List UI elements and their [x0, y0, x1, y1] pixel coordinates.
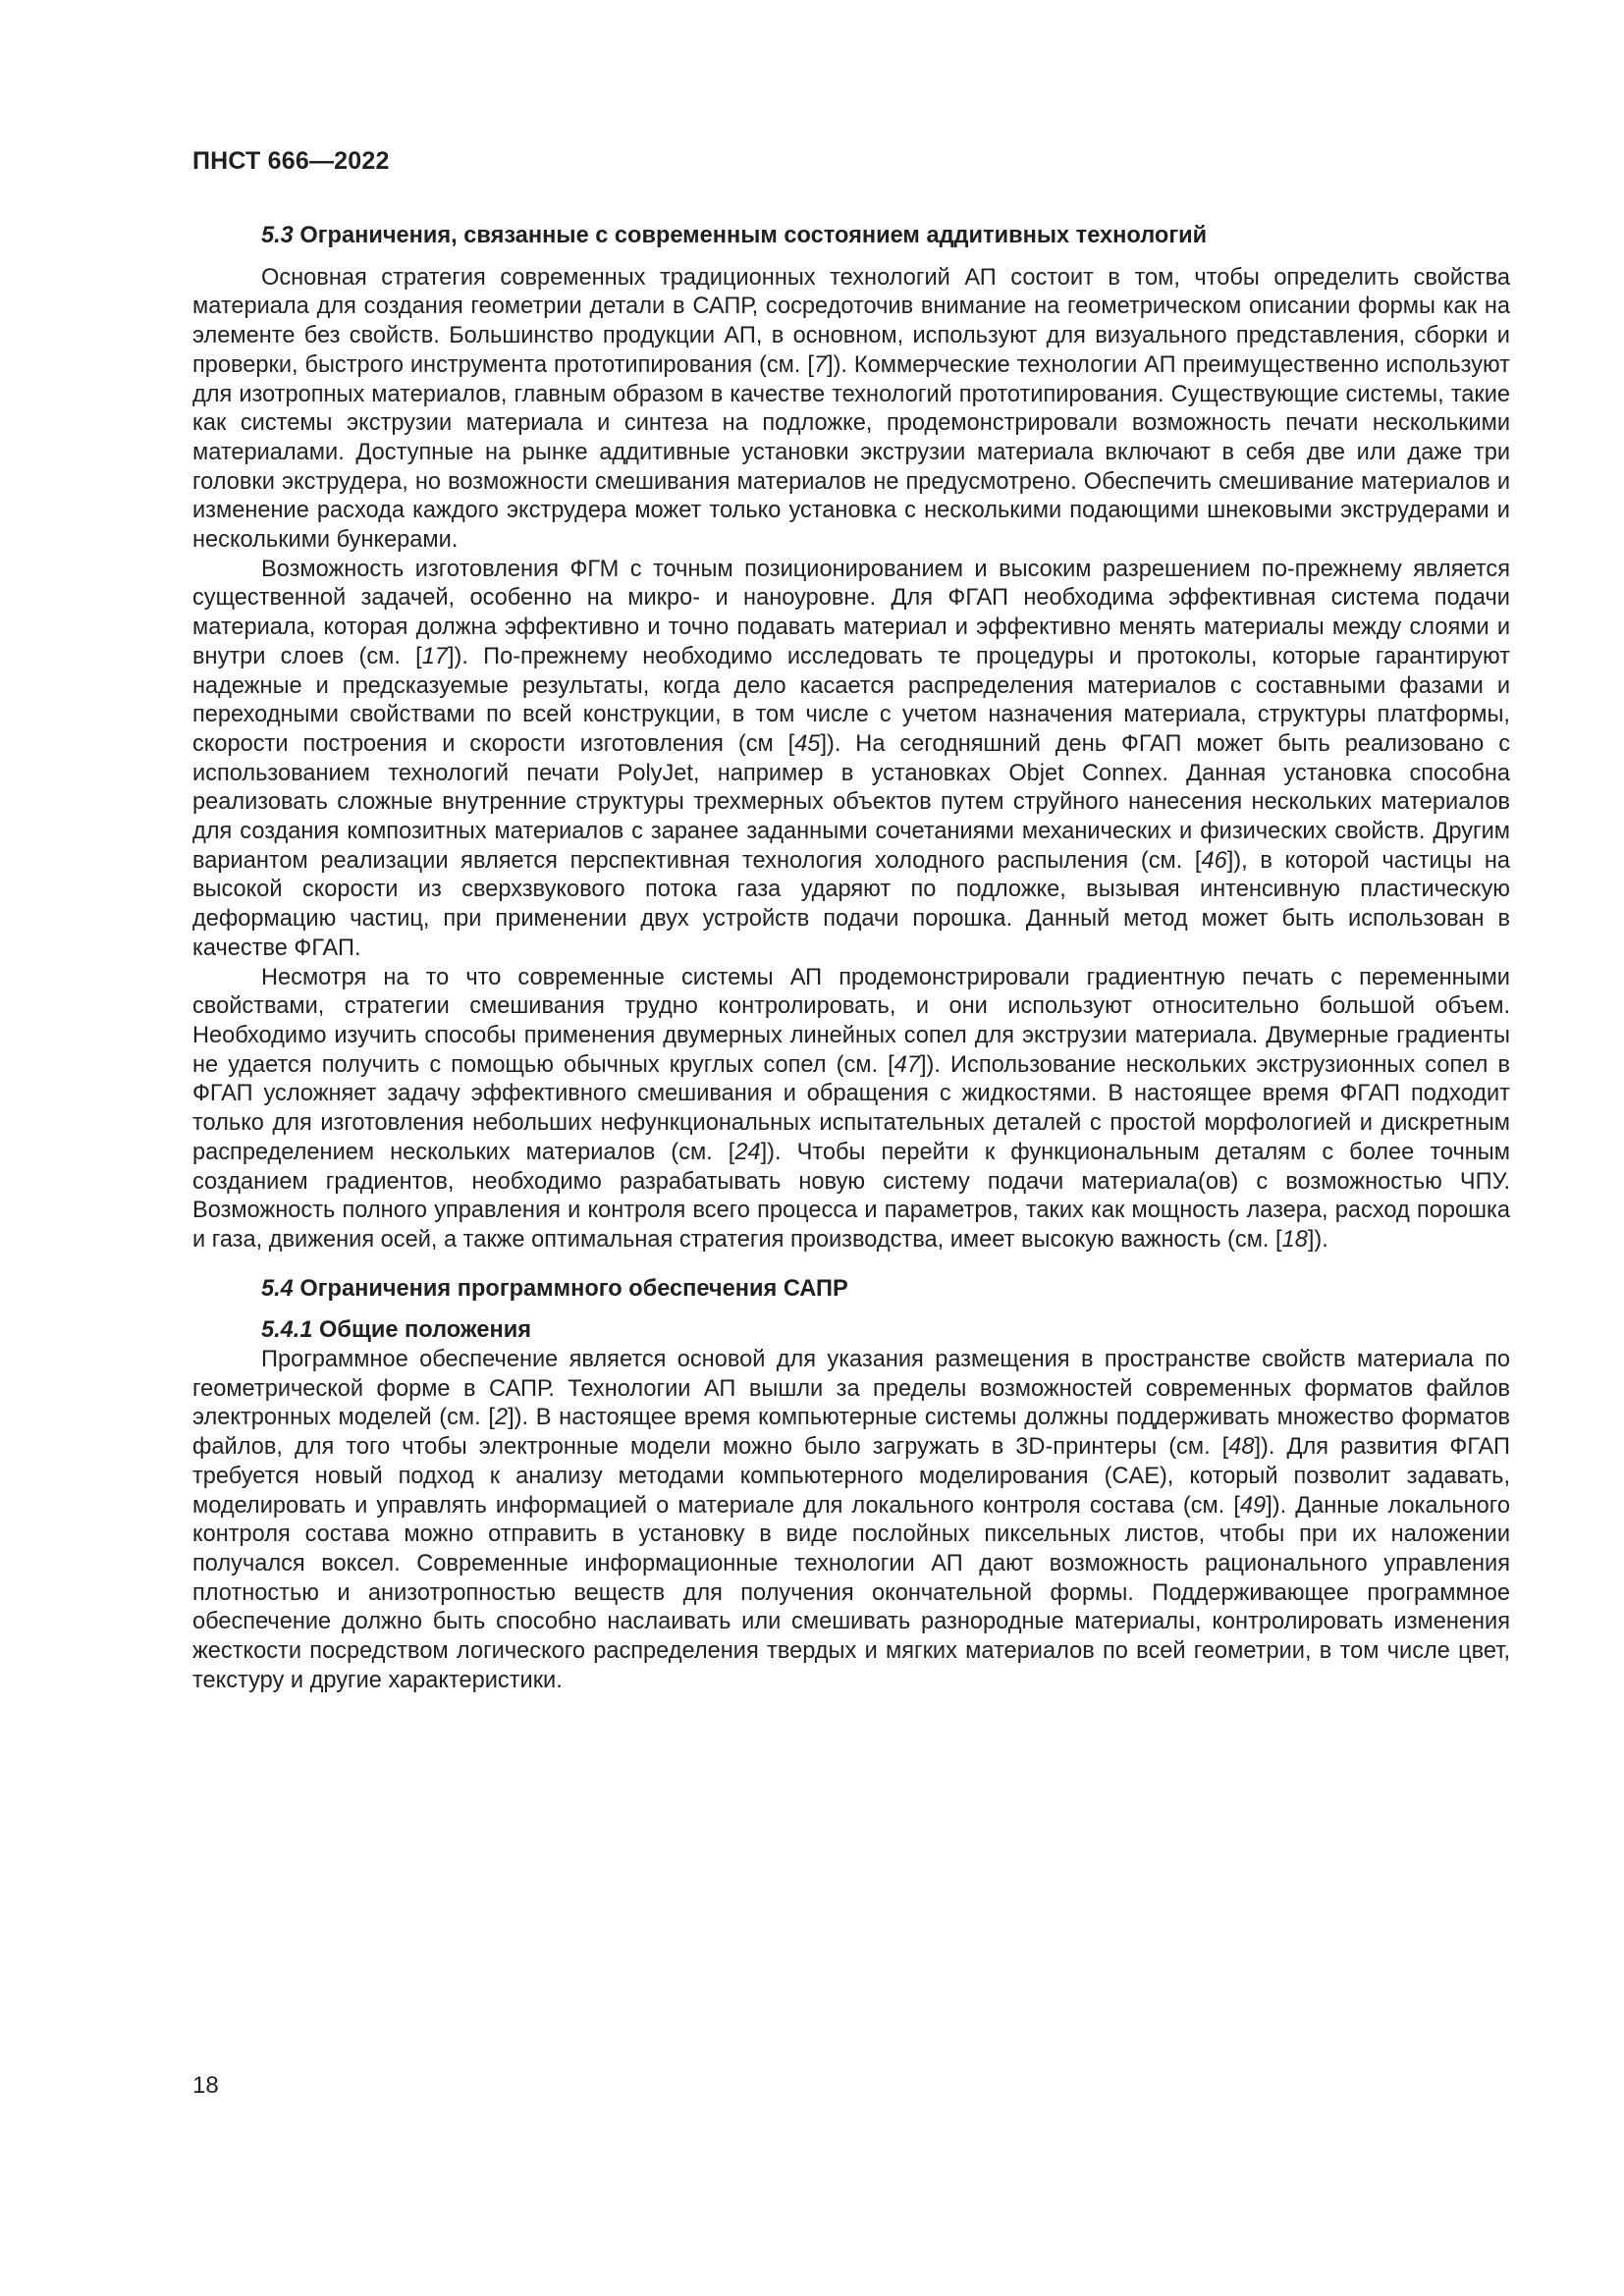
section-title: Общие положения — [319, 1317, 531, 1344]
reference-number: 48 — [1228, 1434, 1255, 1461]
reference-number: 49 — [1239, 1492, 1267, 1519]
paragraph-text: ]). Чтобы перейти к функциональным деталям с более точным созданием градиентов, необходимо разрабатывать новую систему подачи материала(ов) с возможностью ЧПУ. Возможность полного управления и контроля всего процесса и параметров, таких как мощность лазера, расход порошка и газа, движения осей, а также оптимальная стратегия производства, имеет высокую важность (см. [ — [192, 1139, 1510, 1253]
section-heading-5-4-1 — [192, 1316, 1510, 1346]
reference-number: 17 — [421, 643, 448, 669]
section-heading-5-3 — [192, 222, 1510, 251]
reference-number: 46 — [1201, 847, 1227, 874]
paragraph-text: ]). На сегодняшний день ФГАП может быть реализовано с использованием технологий печати PolyJet, например в установках Objet Connex. Данная установка способна реализовать сложные внутренние структуры трехмерных объектов путем струйного нанесения нескольких материалов для создания композитных материалов с заранее заданными сочетаниями механических и физических свойств. Другим вариантом реализации является перспективная технология холодного распыления (см. [ — [192, 730, 1510, 874]
paragraph-text: ]). Коммерческие технологии АП преимущественно используют для изотропных материалов, главным образом в качестве технологий прототипирования. Существующие системы, такие как системы экструзии материала и синтеза на подложке, продемонстрировали возможность печати несколькими материалами. Доступные на рынке аддитивные установки экструзии материала включают в себя две или даже три головки экструдера, но возможности смешивания материалов не предусмотрено. Обеспечить смешивание материалов и изменение расхода каждого экструдера может только установка с несколькими подающими шнековыми экструдерами и несколькими бункерами. — [192, 351, 1510, 554]
reference-number: 24 — [734, 1139, 761, 1165]
document-body — [192, 222, 1510, 1695]
section-number: 5.4.1 — [261, 1317, 313, 1344]
paragraph-text: Основная стратегия современных традиционных технологий АП состоит в том, чтобы определить свойства материала для создания геометрии детали в САПР, сосредоточив внимание на геометрическом описании формы как на элементе без свойств. Большинство продукции АП, в основном, используют для визуального представления, сборки и проверки, быстрого инструмента прототипирования (см. [ — [192, 264, 1510, 378]
reference-number: 18 — [1281, 1226, 1308, 1253]
paragraph-text: ]). Для развития ФГАП требуется новый подход к анализу методами компьютерного моделирования (CAE), который позволит задавать, моделировать и управлять информацией о материале для локального контроля состава (см. [ — [192, 1434, 1510, 1519]
section-number: 5.3 — [261, 223, 294, 248]
reference-number: 2 — [494, 1405, 509, 1431]
paragraph — [192, 964, 1510, 1255]
paragraph — [192, 264, 1510, 556]
paragraph-text: ]). Данные локального контроля состава можно отправить в установку в виде послойных пиксельных листов, чтобы при их наложении получался воксел. Современные информационные технологии АП дают возможность рационального управления плотностью и анизотропностью веществ для получения окончательной формы. Поддерживающее программное обеспечение должно быть способно наслаивать или смешивать разнородные материалы, контролировать изменения жесткости посредством логического распределения твердых и мягких материалов по всей геометрии, в том числе цвет, текстуру и другие характеристики. — [192, 1492, 1511, 1693]
paragraph-text: ]). По-прежнему необходимо исследовать те процедуры и протоколы, которые гарантируют надежные и предсказуемые результаты, когда дело касается распределения материалов с составными фазами и переходными свойствами по всей конструкции, в том числе с учетом назначения материала, структуры платформы, скорости построения и скорости изготовления (см [ — [192, 643, 1510, 757]
paragraph-text: ]), в которой частицы на высокой скорости из сверхзвукового потока газа ударяют по подложке, вызывая интенсивную пластическую деформацию частиц, при применении двух устройств подачи порошка. Данный метод может быть использован в качестве ФГАП. — [192, 847, 1510, 961]
paragraph-text: ]). — [1307, 1226, 1328, 1253]
section-heading-5-4 — [192, 1275, 1510, 1305]
paragraph-text: Возможность изготовления ФГМ с точным позиционированием и высоким разрешением по-прежнему является существенной задачей, особенно на микро- и наноуровне. Для ФГАП необходима эффективная система подачи материала, которая должна эффективно и точно подавать материал и эффективно менять материалы между слоями и внутри слоев (см. [ — [192, 556, 1510, 669]
section-number: 5.4 — [261, 1275, 294, 1302]
paragraph — [192, 556, 1510, 964]
page-number: 18 — [192, 2072, 219, 2099]
reference-number: 7 — [813, 351, 828, 378]
document-header: ПНСТ 666—2022 — [192, 147, 390, 175]
section-title: Ограничения программного обеспечения САПР — [299, 1275, 848, 1302]
paragraph-text: ]). Использование нескольких экструзионных сопел в ФГАП усложняет задачу эффективного смешивания и обращения с жидкостями. В настоящее время ФГАП подходит только для изготовления небольших нефункциональных испытательных деталей с простой морфологией и дискретным распределением нескольких материалов (см. [ — [192, 1051, 1510, 1165]
paragraph-text: ]). В настоящее время компьютерные системы должны поддерживать множество форматов файлов, для того чтобы электронные модели можно было загружать в 3D-принтеры (см. [ — [192, 1405, 1510, 1461]
reference-number: 47 — [893, 1051, 920, 1078]
section-title: Ограничения, связанные с современным состоянием аддитивных технологий — [299, 223, 1208, 248]
paragraph-text: Программное обеспечение является основой для указания размещения в пространстве свойств материала по геометрической форме в САПР. Технологии АП вышли за пределы возможностей современных форматов файлов электронных моделей (см. [ — [192, 1347, 1510, 1431]
paragraph-text: Несмотря на то что современные системы АП продемонстрировали градиентную печать с переменными свойствами, стратегии смешивания трудно контролировать, и они используют относительно большой объем. Необходимо изучить способы применения двумерных линейных сопел для экструзии материала. Двумерные градиенты не удается получить с помощью обычных круглых сопел (см. [ — [192, 964, 1510, 1078]
reference-number: 45 — [794, 730, 821, 757]
paragraph — [192, 1346, 1510, 1695]
